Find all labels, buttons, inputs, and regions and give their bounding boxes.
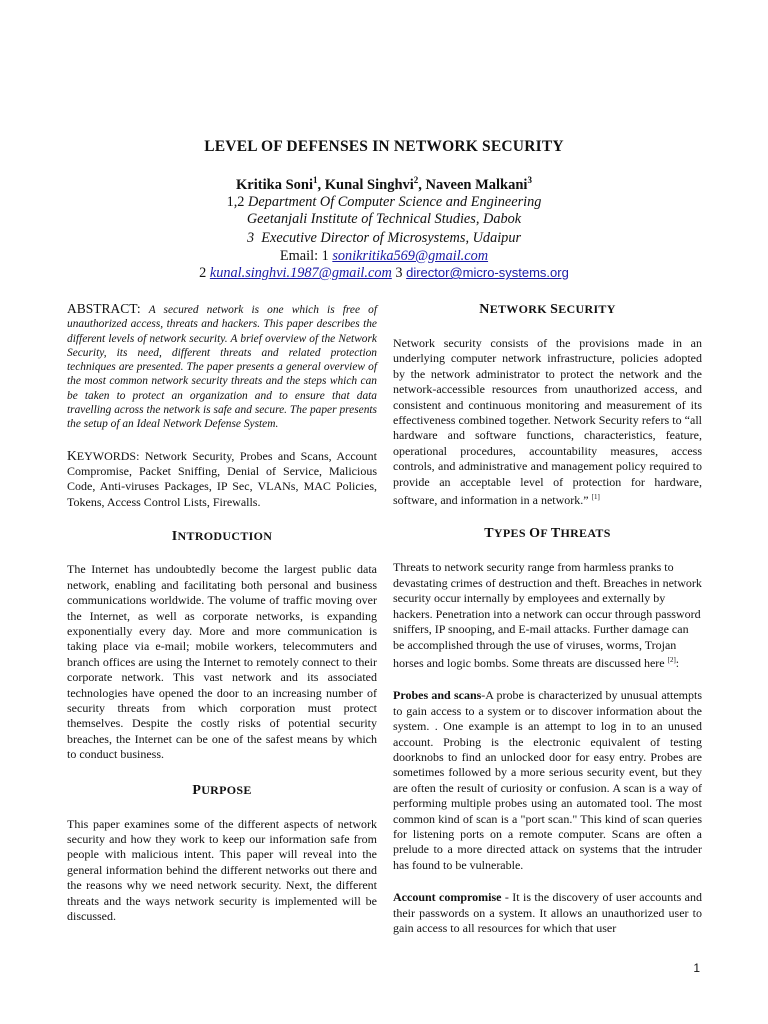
types-of-threats-paragraph (393, 560, 702, 671)
email-prefix: 3 (395, 265, 403, 281)
author-sep: , (317, 176, 325, 193)
affiliation-text: Department Of Computer Science and Engineering (248, 194, 542, 210)
account-compromise-label: Account compromise (393, 890, 502, 905)
author-sup: 2 (413, 175, 419, 185)
heading-cap: O (529, 526, 541, 542)
email-link-2[interactable]: kunal.singhvi.1987@gmail.com (209, 265, 392, 281)
author-sup: 3 (527, 175, 532, 185)
types-of-threats-heading (393, 526, 702, 542)
keywords-text: Network Security, Probes and Scans, Account Compromise, Packet Sniffing, Denial of Service, Malicious Code, Anti-viruses Packages, IP Sec, VLANs, MAC Policies, Tokens, Access Control Lists, Firewalls. (67, 448, 377, 509)
heading-cap: T (550, 526, 561, 542)
network-security-heading (393, 302, 702, 318)
heading-rest: URPOSE (201, 782, 252, 797)
account-compromise-paragraph (393, 890, 702, 936)
abstract-text: A secured network is one which is free of unauthorized access, threats and hackers. This paper describes the different levels of network security. A brief overview of the Network Security, its need, different threats and related protection techniques are presented. The paper presents a general overview of the most common network security threats and the steps which can be taken to protect an organization and to ensure that data travelling across the network is safe and secure. The paper presents the setup of an Ideal Network Defense System. (67, 304, 377, 431)
heading-rest: ETWORK (489, 302, 551, 316)
affiliation-line-2: Geetanjali Institute of Technical Studies, Dabok (246, 211, 522, 227)
citation-ref: [1] (591, 493, 600, 502)
purpose-paragraph: This paper examines some of the different aspects of network security and how they work to keep our information safe from people with malicious intent. This paper will reveal into the general information behind the different networks out there and the reasons why we need network security. Next, the different threats and the ways network security is implemented will be discussed. (67, 816, 377, 924)
abstract-label: ABSTRACT: (67, 301, 141, 316)
keywords-label-rest: EYWORDS: (76, 448, 140, 463)
affiliation-prefix: 3 (246, 230, 255, 246)
network-security-paragraph (393, 336, 702, 508)
account-compromise-text: - It is the discovery of user accounts and their passwords on a system. It allows an unauthorized user to gain access to all resources for which that user (393, 890, 702, 935)
author-sup: 1 (312, 175, 318, 185)
affiliation-line-3 (0, 230, 768, 247)
email-link-3[interactable]: director@micro-systems.org (406, 265, 569, 280)
author-name: Kunal Singhvi (324, 176, 414, 193)
paper-title: LEVEL OF DEFENSES IN NETWORK SECURITY (204, 138, 564, 155)
affiliation-prefix: 1,2 (226, 194, 245, 210)
affiliation-line-1 (0, 194, 768, 211)
keywords-label-cap: K (67, 447, 77, 463)
email-line-1 (0, 248, 768, 265)
email-link-1[interactable]: sonikritika569@gmail.com (332, 248, 489, 264)
author-name: Naveen Malkani (425, 176, 528, 193)
author-name: Kritika Soni (236, 176, 313, 193)
heading-rest: ECURITY (558, 302, 616, 316)
right-column (393, 302, 702, 936)
probes-label: Probes and scans (393, 688, 482, 703)
left-column (67, 302, 377, 924)
email-prefix: 2 (199, 265, 207, 281)
heading-cap: T (484, 526, 494, 542)
paragraph-text: Threats to network security range from harmless pranks to devastating crimes of destruction and theft. Breaches in network security occur internally by employees and externally by hackers. Penetration into a network can occur through password sniffers, IP snooping, and E-mail attacks. Further damage can be accomplished through the use of viruses, worms, Trojan horses and logic bombs. Some threats are discussed here (393, 560, 702, 670)
paragraph-text: Network security consists of the provisions made in an underlying computer network infrastructure, policies adopted by the network administrator to protect the network and the network-accessible resources from unauthorized access, and consistent and continuous monitoring and measurement of its effectiveness combined together. Network Security refers to “all hardware and software functions, characteristics, feature, operational procedures, accountability measures, access controls, and administrative and management policy required to provide an acceptable level of protection for hardware, software, and information in a network.” (393, 336, 702, 508)
email-label: Email: 1 (279, 248, 329, 264)
affiliation-text: Executive Director of Microsystems, Udaipur (261, 230, 522, 246)
page-number: 1 (693, 961, 700, 975)
heading-rest: F (540, 526, 551, 541)
heading-rest: NTRODUCTION (177, 529, 273, 544)
heading-cap: N (479, 302, 490, 317)
email-line-2 (0, 265, 768, 282)
citation-ref: [2] (667, 655, 676, 664)
introduction-heading (67, 529, 377, 545)
heading-cap: P (192, 782, 202, 798)
abstract-paragraph (67, 302, 377, 432)
keywords-paragraph (67, 448, 377, 511)
heading-cap: I (171, 529, 178, 545)
author-list (0, 175, 768, 194)
author-sep: , (418, 176, 426, 193)
introduction-paragraph: The Internet has undoubtedly become the largest public data network, enabling and facilitating both personal and business communications worldwide. The volume of traffic moving over the Internet, as well as corporate networks, is expanding exponentially every day. More and more communication is taking place via e-mail; mobile workers, telecommuters and branch offices are using the Internet to remotely connect to their corporate network. This vast network and its associated technologies have opened the door to an increasing number of security threats from which corporation must protect themselves. Despite the costly risks of potential security breaches, the Internet can be one of the safest means by which to conduct business. (67, 562, 377, 762)
heading-rest: YPES (493, 526, 530, 541)
paragraph-text-end: : (675, 655, 680, 670)
heading-cap: S (550, 302, 559, 317)
heading-rest: HREATS (560, 526, 611, 541)
purpose-heading (67, 783, 377, 799)
probes-text: -A probe is characterized by unusual attempts to gain access to a system or to discover information about the system. . One example is an attempt to log in to an unused account. Probing is the electronic equivalent of testing doorknobs to find an unlocked door for easy entry. Probes are sometimes followed by a more serious security event, but they are often the result of curiosity or confusion. A scan is a way of performing multiple probes using an automated tool. The most common kind of scan is a "port scan." This kind of scan queries for listening ports on a remote computer. Scans are often a prelude to a more directed attack on systems that the intruder has found to be vulnerable. (393, 688, 702, 872)
probes-paragraph (393, 688, 702, 873)
